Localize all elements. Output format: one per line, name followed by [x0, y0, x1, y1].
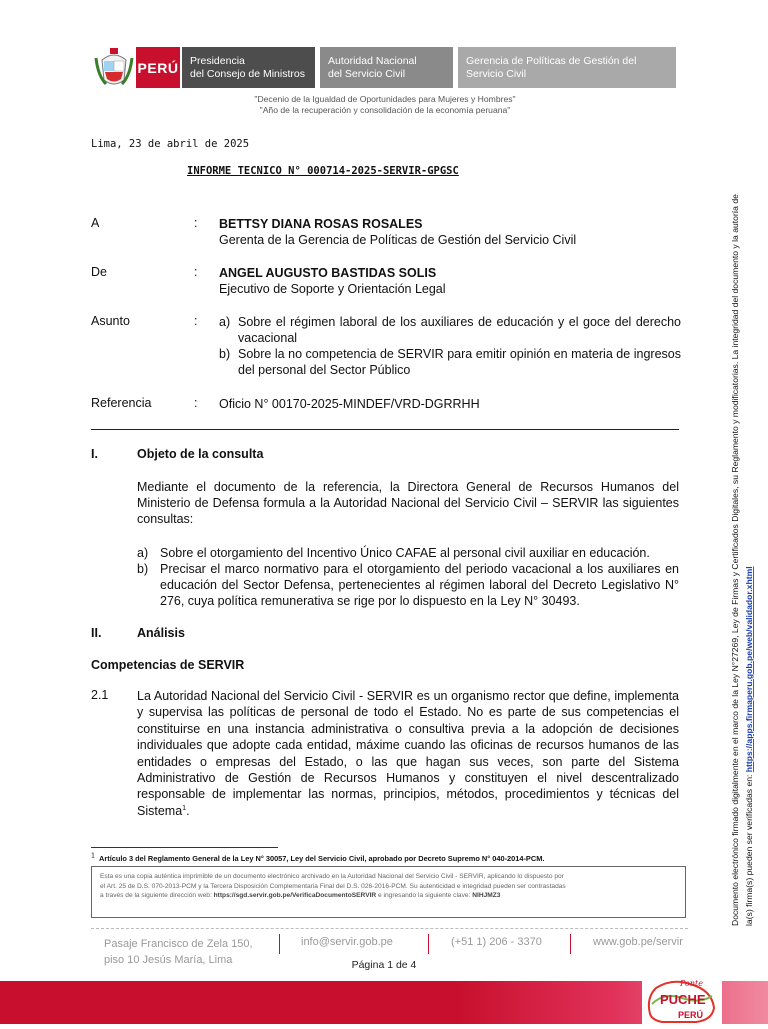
peru-brand: PERÚ: [136, 47, 180, 88]
section1-list: [137, 545, 679, 609]
from-colon: :: [194, 265, 198, 279]
notice-line3-pre: a través de la siguiente dirección web:: [100, 892, 214, 900]
paragraph-2-1: [137, 688, 679, 819]
footer-phone: (+51 1) 206 - 3370: [451, 936, 542, 948]
paragraph-2-1-text: La Autoridad Nacional del Servicio Civil - SERVIR es un organismo rector que define, implementa y supervisa las políticas de personal de todo el Estado. No es parte de sus competencias el constituirse en una instancia administrativa o consultiva previa a la adopción de decisiones individuales que adopte cada entidad, máxime cuando las oficinas de recursos humanos de las entidades o empresas del Estado, o las que hagan sus veces, son parte del Sistema Administrativo de Gestión de Recursos Humanos y constituyen el nivel descentralizado responsable de implementar las normas, principios, métodos, procedimientos y técnicas del Sistema: [137, 689, 679, 818]
to-label: A: [91, 216, 100, 230]
footer-address-line2: piso 10 Jesús María, Lima: [104, 954, 233, 966]
signature-note-line2: [744, 566, 754, 926]
footer-separator: [428, 934, 429, 954]
subject-list: [219, 314, 681, 378]
section1-number: I.: [91, 447, 98, 461]
list-item-marker: b): [137, 562, 149, 576]
logo-text-puche: PUCHE: [660, 992, 706, 1007]
subject-item-marker: a): [219, 315, 231, 329]
header-box-pcm-line1: Presidencia: [190, 55, 245, 67]
footer-website[interactable]: www.gob.pe/servir: [593, 936, 683, 948]
header-divider: [91, 429, 679, 430]
section1-paragraph: Mediante el documento de la referencia, la Directora General de Recursos Humanos del Ministerio de Defensa formula a la Autoridad Nacional del Servicio Civil – SERVIR las siguientes consultas:: [137, 480, 679, 526]
from-role: Ejecutivo de Soporte y Orientación Legal: [219, 282, 446, 296]
page-number: Página 1 de 4: [351, 959, 417, 971]
footnote: [91, 854, 691, 863]
logo-text-peru: PERÚ: [678, 1010, 704, 1020]
reference-colon: :: [194, 396, 198, 410]
footer-separator: [570, 934, 571, 954]
decenio-motto: [150, 94, 620, 116]
verification-link[interactable]: https://sgd.servir.gob.pe/VerificaDocumentoSERVIR: [213, 892, 377, 900]
header-box-pcm: [182, 47, 315, 88]
footer-address-line1: Pasaje Francisco de Zela 150,: [104, 938, 253, 950]
subject-item: [219, 346, 681, 378]
list-item-text: Sobre el otorgamiento del Incentivo Único CAFAE al personal civil auxiliar en educación.: [160, 546, 650, 560]
to-colon: :: [194, 216, 198, 230]
reference-label: Referencia: [91, 396, 152, 410]
signature-note-line1: Documento electrónico firmado digitalmente en el marco de la Ley N°27269, Ley de Firmas y Certificados Digitales, su Reglamento y modificatorias. La integridad del documento y la autoría de: [730, 194, 740, 926]
from-label: De: [91, 265, 107, 279]
to-role: Gerenta de la Gerencia de Políticas de Gestión del Servicio Civil: [219, 233, 577, 247]
notice-line3-mid: e ingresando la siguiente clave:: [376, 892, 473, 900]
header-box-gerencia-line1: Gerencia de Políticas de Gestión del: [466, 55, 637, 67]
authenticity-notice: [91, 866, 686, 918]
subject-item-text: Sobre el régimen laboral de los auxiliares de educación y el goce del derecho vacacional: [238, 315, 681, 345]
from-name: ANGEL AUGUSTO BASTIDAS SOLIS: [219, 266, 437, 280]
list-item: [137, 561, 679, 609]
section2-subtitle: Competencias de SERVIR: [91, 658, 245, 672]
paragraph-2-1-number: 2.1: [91, 688, 109, 702]
subject-colon: :: [194, 314, 198, 328]
section2-title: Análisis: [137, 626, 185, 640]
reference-value: Oficio N° 00170-2025-MINDEF/VRD-DGRRHH: [219, 397, 480, 411]
to-name: BETTSY DIANA ROSAS ROSALES: [219, 217, 423, 231]
header-box-servir-line1: Autoridad Nacional: [328, 55, 417, 67]
signature-note-line2-pre: la(s) firma(s) pueden ser verificadas en:: [744, 772, 754, 926]
footnote-text: Artículo 3 del Reglamento General de la Ley N° 30057, Ley del Servicio Civil, aprobado por Decreto Supremo N° 040-2014-PCM.: [99, 854, 545, 863]
header-box-gerencia-line2: Servicio Civil: [466, 68, 527, 80]
ponte-puche-logo: [642, 974, 722, 1024]
footer-divider: [91, 928, 688, 929]
footnote-mark: 1: [91, 852, 95, 860]
header-box-servir-line2: del Servicio Civil: [328, 68, 406, 80]
notice-line1: Esta es una copia auténtica imprimible de un documento electrónico archivado en la Autoridad Nacional del Servicio Civil - SERVIR, aplicando lo dispuesto por: [100, 873, 564, 880]
notice-line2: el Art. 25 de D.S. 070-2013-PCM y la Tercera Disposición Complementaria Final del D.S. 026-2016-PCM. Su autenticidad e integridad pueden ser contrastadas: [100, 882, 566, 890]
from-block: [219, 265, 446, 297]
header-box-servir: [320, 47, 453, 88]
footer-separator: [279, 934, 280, 954]
subject-item: [219, 314, 681, 346]
footnote-ref[interactable]: 1: [182, 804, 187, 812]
subject-label: Asunto: [91, 314, 130, 328]
section1-title: Objeto de la consulta: [137, 447, 264, 461]
footnote-divider: [91, 847, 278, 848]
footer-email[interactable]: info@servir.gob.pe: [301, 936, 393, 948]
to-block: [219, 216, 576, 248]
verification-key: NIHJMZ3: [472, 892, 501, 900]
digital-signature-note: [724, 158, 768, 928]
list-item-text: Precisar el marco normativo para el otorgamiento del periodo vacacional a los auxiliares en educación del Sector Defensa, pertenecientes al régimen laboral del Decreto Legislativo N° 276, cuya política remunerativa se rige por lo dispuesto en la Ley N° 30493.: [160, 562, 679, 608]
coat-of-arms-logo: [94, 46, 134, 88]
header-box-pcm-line2: del Consejo de Ministros: [190, 68, 305, 80]
decenio-line2: "Año de la recuperación y consolidación de la economía peruana": [259, 105, 511, 115]
list-item: [137, 545, 679, 561]
validator-link: https://apps.firmaperu.gob.pe/web/validador.xhtml: [744, 566, 754, 773]
list-item-marker: a): [137, 546, 149, 560]
section2-number: II.: [91, 626, 102, 640]
informe-number: INFORME TECNICO N° 000714-2025-SERVIR-GPGSC: [187, 165, 459, 177]
logo-text-ponte: Ponte: [680, 979, 703, 988]
header-box-gerencia: [458, 47, 676, 88]
decenio-line1: "Decenio de la Igualdad de Oportunidades para Mujeres y Hombres": [254, 94, 516, 104]
document-date: Lima, 23 de abril de 2025: [91, 138, 250, 150]
subject-item-marker: b): [219, 347, 231, 361]
subject-item-text: Sobre la no competencia de SERVIR para emitir opinión en materia de ingresos del personal del Sector Público: [238, 347, 681, 377]
paragraph-2-1-end: .: [186, 803, 190, 818]
